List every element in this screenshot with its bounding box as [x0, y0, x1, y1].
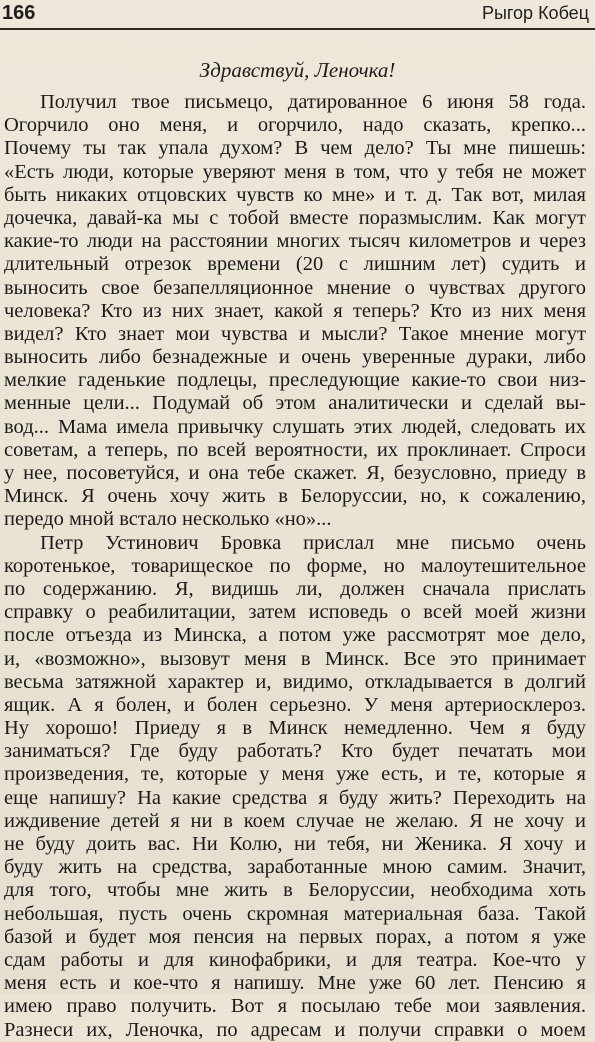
page-header	[0, 0, 595, 30]
text-line: заниматься? Где буду работать? Кто будет печатать мои	[4, 740, 586, 763]
text-line: Петр Устинович Бровка прислал мне письмо очень	[40, 531, 586, 554]
text-line: какие-то люди на расстоянии многих тысяч километров и через	[4, 230, 586, 253]
text-line: у нее, посоветуйся, и она тебе скажет. Я, безусловно, приеду в	[4, 462, 586, 484]
text-line: буду жить на средства, заработанные мною самим. Значит,	[4, 856, 586, 879]
text-line: меня есть и кое-что я напишу. Мне уже 60 лет. Пенсию я	[4, 972, 586, 995]
text-line: Почему ты так упала духом? В чем дело? Ты мне пишешь:	[4, 137, 586, 160]
text-line: весьма затяжной характер и, видимо, откладывается в долгий	[4, 670, 586, 693]
text-line: справку о реабилитации, затем исповедь о всей моей жизни	[4, 601, 586, 624]
text-line: базой и будет моя пенсия на первых порах, а потом я уже	[4, 925, 586, 948]
text-line: Ну хорошо! Приеду я в Минск немедленно. Чем я буду	[4, 717, 586, 740]
text-line: дочечка, давай-ка мы с тобой вместе поразмыслим. Как могут	[4, 206, 586, 229]
text-line: небольшая, пусть очень скромная материальная база. Такой	[4, 902, 586, 925]
text-line: выносить свое безапелляционное мнение о чувствах другого	[4, 276, 586, 299]
text-line: «Есть люди, которые уверяют меня в том, что у тебя не может	[4, 160, 586, 183]
text-line: иждивение детей я ни в коем случае не желаю. Я не хочу и	[4, 809, 586, 832]
text-line: по содержанию. Я, видишь ли, должен сначала прислать	[4, 577, 586, 600]
text-line: еще напишу? На какие средства я буду жить? Переходить на	[4, 786, 586, 809]
text-line: и, «возможно», вызовут меня в Минск. Все это принимает	[4, 647, 586, 670]
text-line: для того, чтобы мне жить в Белоруссии, необходима хоть	[4, 879, 586, 902]
text-line: быть никаких отцовских чувств ко мне» и т. д. Так вот, милая	[4, 183, 586, 206]
text-line: Огорчило оно меня, и огорчило, надо сказать, крепко...	[4, 114, 586, 137]
page-number: 166	[2, 2, 36, 24]
text-line: имею право получить. Вот я посылаю тебе мои заявления.	[4, 995, 586, 1018]
text-line: советам, а теперь, по всей вероятности, их проклинает. Спроси	[4, 438, 586, 461]
text-line: человека? Кто из них знает, какой я теперь? Кто из них меня	[4, 299, 586, 322]
text-line: выносить либо безнадежные и очень уверенные дураки, либо	[4, 346, 586, 369]
text-line: вод... Мама имела привычку слушать этих людей, следовать их	[4, 415, 586, 438]
text-line: ящик. А я болен, и болен серьезно. У меня артериосклероз.	[4, 693, 586, 716]
text-line: после отъезда из Минска, а потом уже рассмотрят мое дело,	[4, 624, 586, 647]
text-line: мелкие гаденькие подлецы, преследующие какие-то свои низ-	[4, 369, 586, 392]
letter-salutation: Здравствуй, Леночка!	[199, 58, 396, 82]
text-line: передо мной встало несколько «но»...	[4, 508, 332, 531]
text-line: менные цели... Подумай об этом аналитически и сделай вы-	[4, 392, 586, 415]
text-line: Минск. Я очень хочу жить в Белоруссии, но, к сожалению,	[4, 485, 586, 508]
text-line: не буду доить вас. Ни Колю, ни тебя, ни Женика. Я хочу и	[4, 833, 586, 855]
text-line: сдам работы и для кинофабрики, и для театра. Кое-что у	[4, 948, 586, 971]
letter-body	[4, 91, 586, 1042]
text-line: Получил твое письмецо, датированное 6 июня 58 года.	[40, 91, 586, 113]
text-line: длительный отрезок времени (20 с лишним лет) судить и	[4, 253, 586, 276]
text-line: Разнеси их, Леночка, по адресам и получи справки о моем	[4, 1018, 586, 1041]
text-line: видел? Кто знает мои чувства и мысли? Такое мнение могут	[4, 322, 586, 345]
text-line: коротенькое, товарищеское по форме, но малоутешительное	[4, 554, 586, 577]
running-head-author: Рыгор Кобец	[481, 3, 589, 23]
text-line: произведения, те, которые у меня уже есть, и те, которые я	[4, 763, 586, 786]
